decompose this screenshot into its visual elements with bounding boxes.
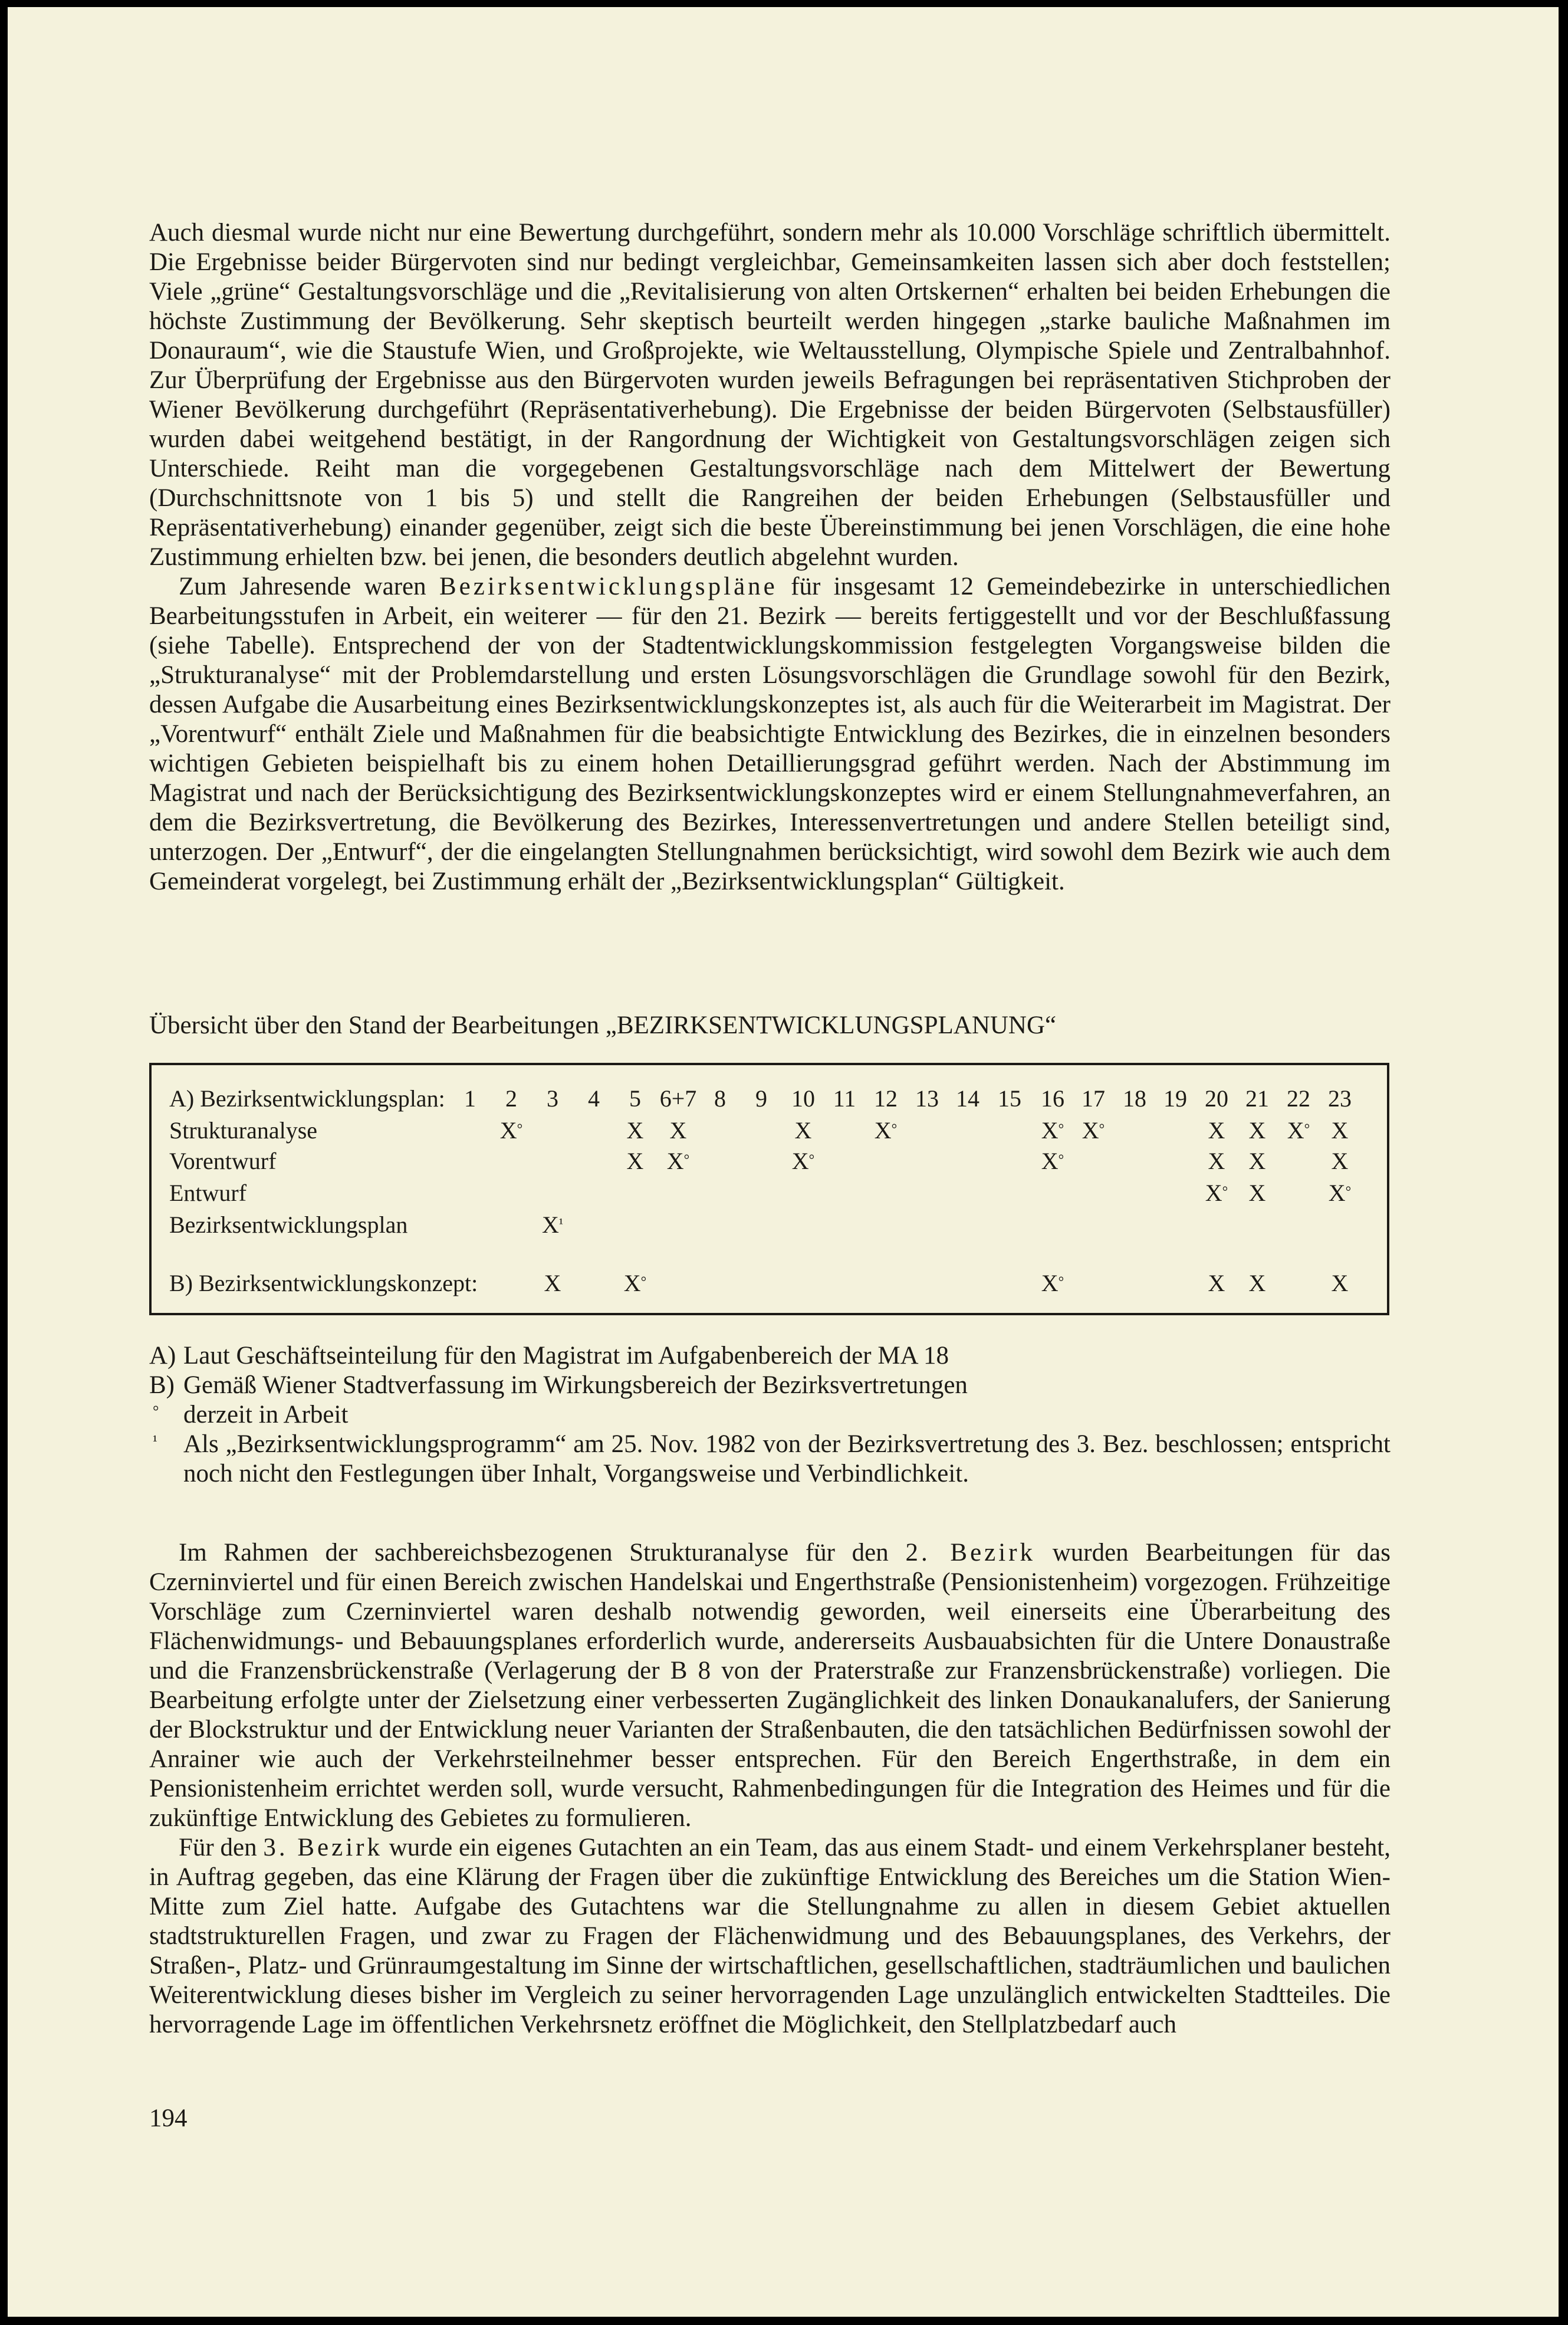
- table-cell: 1: [464, 1085, 476, 1112]
- footnote-one-mark: ¹: [153, 1432, 157, 1449]
- table-cell: 21: [1245, 1085, 1269, 1112]
- paragraph-3: [149, 1538, 1391, 1833]
- footnote-degree-text: derzeit in Arbeit: [183, 1401, 349, 1429]
- table-cell: X°: [499, 1117, 523, 1144]
- table-row-label: Entwurf: [169, 1180, 247, 1206]
- table-cell: X°: [623, 1270, 647, 1296]
- spaced-term-2-bezirk: 2. Bezirk: [905, 1539, 1036, 1567]
- footnote-degree: [149, 1400, 1391, 1430]
- paragraph-4: [149, 1833, 1391, 2040]
- table-row-label: Vorentwurf: [169, 1148, 277, 1174]
- table-cell: X: [1208, 1270, 1225, 1296]
- table-cell: X: [1248, 1270, 1266, 1296]
- page-number: 194: [149, 2104, 188, 2132]
- table-cell: 22: [1287, 1085, 1310, 1112]
- paragraph-2-start: Zum Jahresende waren: [179, 573, 439, 600]
- table-cell: 12: [874, 1085, 898, 1112]
- footnote-b-text: Gemäß Wiener Stadtverfassung im Wirkungsbereich der Bezirksvertretungen: [183, 1371, 968, 1399]
- paragraph-3-rest: wurden Bearbeitungen für das Czerninviertel und für einen Bereich zwischen Handelskai und Engerthstraße (Pensionistenheim) vorgezogen. Frühzeitige Vorschläge zum Czerninviertel waren deshalb notwendig geworden, weil einerseits eine Überarbeitung des Flächenwidmungs- und Bebauungsplanes erforderlich wurde, andererseits Ausbauabsichten für die Untere Donaustraße und die Franzensbrückenstraße (Verlagerung der B 8 von der Praterstraße zur Franzensbrückenstraße) vorliegen. Die Bearbeitung erfolgte unter der Zielsetzung einer verbesserten Zugänglichkeit des linken Donaukanalufers, der Sanierung der Blockstruktur und der Entwicklung neuer Varianten der Straßenbauten, die den tatsächlichen Bedürfnissen sowohl der Anrainer wie auch der Verkehrsteilnehmer besser entsprechen. Für den Bereich Engerthstraße, in dem ein Pensionistenheim errichtet werden soll, wurde versucht, Rahmenbedingungen für die Integration des Heimes und für die zukünftige Entwicklung des Gebietes zu formulieren.: [149, 1539, 1391, 1832]
- bottom-text-block: [149, 1538, 1391, 2040]
- table-cell: X: [626, 1148, 644, 1174]
- table-cell: 13: [915, 1085, 939, 1112]
- table-row-label: Bezirksentwicklungsplan: [169, 1211, 408, 1238]
- table-cell: 16: [1041, 1085, 1064, 1112]
- table-cell: 4: [588, 1085, 600, 1112]
- table-cell: 23: [1328, 1085, 1352, 1112]
- table-cell: 6+7: [659, 1085, 697, 1112]
- table-cell: X: [669, 1117, 687, 1144]
- paragraph-1: Auch diesmal wurde nicht nur eine Bewertung durchgeführt, sondern mehr als 10.000 Vorschläge schriftlich übermittelt. Die Ergebnisse beider Bürgervoten sind nur bedingt vergleichbar, Gemeinsamkeiten lassen sich aber doch feststellen; Viele „grüne“ Gestaltungsvorschläge und die „Revitalisierung von alten Ortskernen“ erhalten bei beiden Erhebungen die höchste Zustimmung der Bevölkerung. Sehr skeptisch beurteilt werden hingegen „starke bauliche Maßnahmen im Donauraum“, wie die Staustufe Wien, und Großprojekte, wie Weltausstellung, Olympische Spiele und Zentralbahnhof. Zur Überprüfung der Ergebnisse aus den Bürgervoten wurden jeweils Befragungen bei repräsentativen Stichproben der Wiener Bevölkerung durchgeführt (Repräsentativerhebung). Die Ergebnisse der beiden Bürgervoten (Selbstausfüller) wurden dabei weitgehend bestätigt, in der Rangordnung der Wichtigkeit von Gestaltungsvorschlägen zeigen sich Unterschiede. Reiht man die vorgegebenen Gestaltungsvorschläge nach dem Mittelwert der Bewertung (Durchschnittsnote von 1 bis 5) und stellt die Rangreihen der beiden Erhebungen (Selbstausfüller und Repräsentativerhebung) einander gegenüber, zeigt sich die beste Übereinstimmung bei jenen Vorschlägen, die eine hohe Zustimmung erhielten bzw. bei jenen, die besonders deutlich abgelehnt wurden.: [149, 219, 1391, 571]
- footnote-one-text: Als „Bezirksentwicklungsprogramm“ am 25. Nov. 1982 von der Bezirksvertretung des 3. Bez. beschlossen; entspricht noch nicht den Festlegungen über Inhalt, Vorgangsweise und Verbindlichkeit.: [183, 1430, 1391, 1487]
- table-cell: 20: [1205, 1085, 1228, 1112]
- table-cell: 15: [998, 1085, 1021, 1112]
- table-footnotes: [149, 1341, 1391, 1489]
- table-row-label: A) Bezirksentwicklungsplan:: [169, 1085, 445, 1112]
- footnote-one: [149, 1430, 1391, 1489]
- table-cell: 8: [714, 1085, 726, 1112]
- status-table: [149, 1063, 1389, 1315]
- paragraph-2: [149, 572, 1391, 896]
- table-row-label: B) Bezirksentwicklungskonzept:: [169, 1270, 478, 1296]
- table-cell: X: [544, 1270, 561, 1296]
- footnote-a-text: Laut Geschäftseinteilung für den Magistrat im Aufgabenbereich der MA 18: [183, 1342, 949, 1370]
- table-cell: 19: [1163, 1085, 1187, 1112]
- table-cell: X: [1248, 1148, 1266, 1174]
- table-cell: 14: [956, 1085, 979, 1112]
- table-cell: X: [1331, 1148, 1349, 1174]
- table-cell: X°: [874, 1117, 898, 1144]
- table-cell: X°: [1287, 1117, 1310, 1144]
- footnote-a-mark: A): [149, 1342, 176, 1370]
- table-cell: X: [794, 1117, 812, 1144]
- table-cell: X°: [1041, 1148, 1064, 1174]
- table-cell: X°: [1328, 1180, 1352, 1206]
- top-text-block: [149, 218, 1391, 896]
- paragraph-4-rest: wurde ein eigenes Gutachten an ein Team, das aus einem Stadt- und einem Verkehrsplaner besteht, in Auftrag gegeben, das eine Klärung der Fragen über die zukünftige Entwicklung des Bereiches um die Station Wien-Mitte zum Ziel hatte. Aufgabe des Gutachtens war die Stellungnahme zu allen in diesem Gebiet aktuellen stadtstrukturellen Fragen, und zwar zu Fragen der Flächenwidmung und des Bebauungsplanes, des Verkehrs, der Straßen-, Platz- und Grünraumgestaltung im Sinne der wirtschaftlichen, gesellschaftlichen, stadträumlichen und baulichen Weiterentwicklung dieses bisher im Vergleich zu seiner hervorragenden Lage unzulänglich entwickelten Stadtteiles. Die hervorragende Lage im öffentlichen Verkehrsnetz eröffnet die Möglichkeit, den Stellplatzbedarf auch: [149, 1834, 1391, 2038]
- footnote-b-mark: B): [149, 1371, 175, 1399]
- table-cell: X°: [666, 1148, 690, 1174]
- table-cell: X°: [1205, 1180, 1228, 1206]
- table-cell: X: [1248, 1180, 1266, 1206]
- table-cell: X: [1208, 1117, 1225, 1144]
- spaced-term-3-bezirk: 3. Bezirk: [263, 1834, 383, 1861]
- status-table-grid: [152, 1065, 1387, 1313]
- table-cell: X°: [1041, 1270, 1064, 1296]
- table-cell: X: [1331, 1270, 1349, 1296]
- footnote-degree-mark: °: [153, 1403, 159, 1420]
- table-cell: X: [1331, 1117, 1349, 1144]
- table-cell: 9: [755, 1085, 767, 1112]
- paragraph-3-start: Im Rahmen der sachbereichsbezogenen Strukturanalyse für den: [179, 1539, 906, 1567]
- table-cell: X: [1208, 1148, 1225, 1174]
- table-cell: 11: [833, 1085, 856, 1112]
- table-cell: X: [1248, 1117, 1266, 1144]
- table-cell: X°: [1041, 1117, 1064, 1144]
- table-cell: 5: [629, 1085, 641, 1112]
- paragraph-2-rest: für insgesamt 12 Gemeindebezirke in unterschiedlichen Bearbeitungsstufen in Arbeit, ein weiterer — für den 21. Bezirk — bereits fertiggestellt und vor der Beschlußfassung (siehe Tabelle). Entsprechend der von der Stadtentwicklungskommission festgelegten Vorgangsweise bilden die „Strukturanalyse“ mit der Problemdarstellung und ersten Lösungsvorschlägen die Grundlage sowohl für den Bezirk, dessen Aufgabe die Ausarbeitung eines Bezirksentwicklungskonzeptes ist, als auch für die Weiterarbeit im Magistrat. Der „Vorentwurf“ enthält Ziele und Maßnahmen für die beabsichtigte Entwicklung des Bezirkes, die in einzelnen besonders wichtigen Gebieten beispielhaft bis zu einem hohen Detaillierungsgrad geführt werden. Nach der Abstimmung im Magistrat und nach der Berücksichtigung des Bezirksentwicklungskonzeptes wird er einem Stellungnahmeverfahren, an dem die Bezirksvertretung, die Bevölkerung des Bezirkes, Interessenvertretungen und andere Stellen beteiligt sind, unterzogen. Der „Entwurf“, der die eingelangten Stellungnahmen berücksichtigt, wird sowohl dem Bezirk wie auch dem Gemeinderat vorgelegt, bei Zustimmung erhält der „Bezirksentwicklungsplan“ Gültigkeit.: [149, 573, 1391, 895]
- table-cell: 2: [505, 1085, 517, 1112]
- table-cell: X: [626, 1117, 644, 1144]
- table-cell: 17: [1082, 1085, 1105, 1112]
- table-cell: X°: [1082, 1117, 1105, 1144]
- table-row-label: Strukturanalyse: [169, 1117, 318, 1144]
- table-cell: $X^{^1}$: [541, 1211, 564, 1238]
- table-caption: Übersicht über den Stand der Bearbeitungen „BEZIRKSENTWICKLUNGSPLANUNG“: [149, 1012, 1057, 1039]
- document-page: [8, 7, 1559, 2317]
- table-cell: 18: [1123, 1085, 1146, 1112]
- footnote-a: [149, 1341, 1391, 1371]
- footnote-b: [149, 1371, 1391, 1400]
- spaced-term-bezirksentwicklungsplaene: Bezirksentwicklungspläne: [439, 573, 778, 600]
- table-cell: 10: [791, 1085, 815, 1112]
- table-cell: X°: [791, 1148, 815, 1174]
- table-cell: 3: [547, 1085, 558, 1112]
- paragraph-4-start: Für den: [179, 1834, 264, 1861]
